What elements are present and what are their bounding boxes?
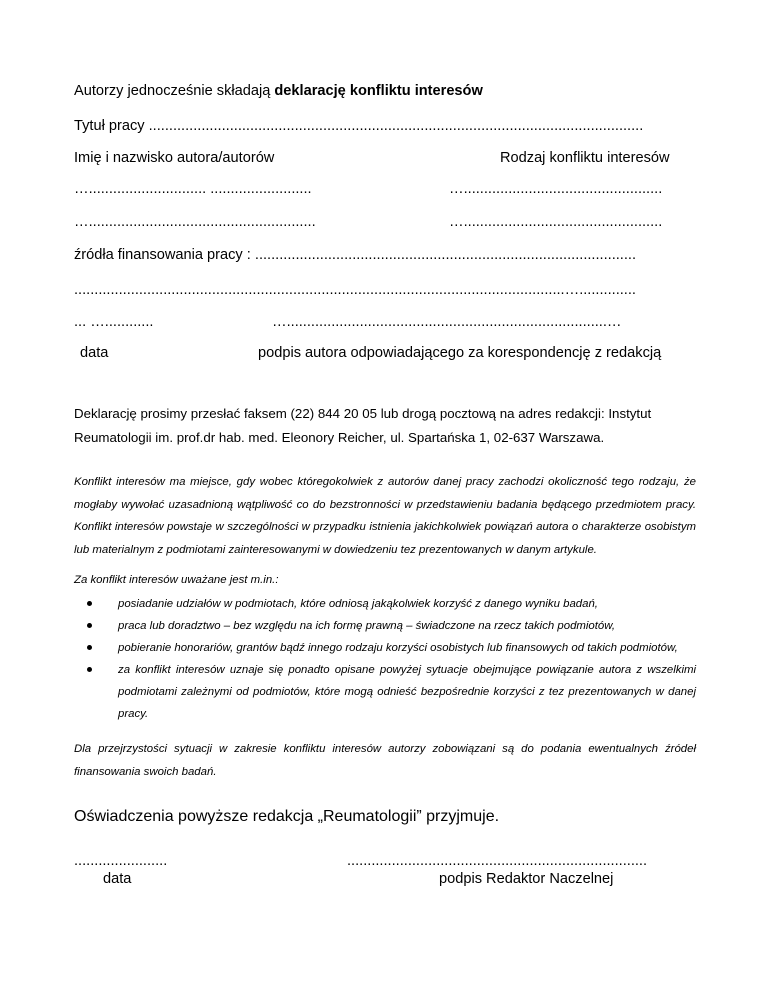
heading-bold: deklarację konfliktu interesów <box>274 83 483 99</box>
editor-signature-label: podpis Redaktor Naczelnej <box>439 871 614 887</box>
form-heading <box>74 83 483 99</box>
title-field[interactable]: Tytuł pracy .......................................................................................................................... <box>74 118 644 134</box>
conflict-column-header: Rodzaj konfliktu interesów <box>500 150 670 166</box>
signature-field[interactable]: …...............................................................................… <box>272 314 622 330</box>
editor-date-label: data <box>103 871 132 887</box>
funding-continuation-field[interactable]: .........................................................................................................................….............. <box>74 282 636 298</box>
bullet-icon <box>87 601 92 606</box>
conflict-field-1[interactable]: …................................................. <box>449 181 663 197</box>
conflict-list <box>74 593 696 725</box>
conflict-field-2[interactable]: …................................................. <box>449 214 663 230</box>
closing-note: Dla przejrzystości sytuacji w zakresie konfliktu interesów autorzy zobowiązani są do podania ewentualnych źródeł finansowania swoich badań. <box>74 743 696 778</box>
instruction-line-2: Reumatologii im. prof.dr hab. med. Eleonory Reicher, ul. Spartańska 1, 02-637 Warszawa. <box>74 430 605 445</box>
heading-prefix: Autorzy jednocześnie składają <box>74 83 275 99</box>
date-field[interactable]: ... …............ <box>74 314 154 330</box>
editor-date-field[interactable]: ....................... <box>74 853 168 869</box>
funding-field[interactable]: źródła finansowania pracy : .............................................................................................. <box>74 247 637 263</box>
bullet-icon <box>87 623 92 628</box>
signature-label: podpis autora odpowiadającego za korespondencję z redakcją <box>258 345 662 361</box>
list-item: posiadanie udziałów w podmiotach, które odniosą jakąkolwiek korzyść z danego wyniku badań, <box>74 593 696 615</box>
editor-signature-field[interactable]: .......................................................................... <box>347 853 648 869</box>
definition-paragraph: Konflikt interesów ma miejsce, gdy wobec któregokolwiek z autorów danej pracy zachodzi okoliczność tego rodzaju, że mogłaby wywołać uzasadnioną wątpliwość co do bezstronności w przedstawieniu badania będącego przedmiotem pracy. Konflikt interesów powstaje w szczególności w przypadku istnienia jakichkolwiek powiązań autora o charakterze osobistym lub materialnym z podmiotami zainteresowanymi w dowiedzeniu tez prezentowanych w danym artykule. <box>74 476 696 556</box>
list-item: pobieranie honorariów, grantów bądź innego rodzaju korzyści osobistych lub finansowych od takich podmiotów, <box>74 637 696 659</box>
list-item: za konflikt interesów uznaje się ponadto opisane powyżej sytuacje obejmujące powiązanie autora z wszelkimi podmiotami zależnymi od podmiotów, które mogą odnieść bezpośrednie korzyści z tez prezentowanych w danej pracy. <box>74 659 696 725</box>
author-field-2[interactable]: …........................................................ <box>74 214 316 230</box>
instruction-line-1: Deklarację prosimy przesłać faksem (22) 844 20 05 lub drogą pocztową na adres redakcji: Instytut <box>74 406 652 421</box>
author-column-header: Imię i nazwisko autora/autorów <box>74 150 275 166</box>
list-intro: Za konflikt interesów uważane jest m.in.: <box>74 574 279 586</box>
bullet-icon <box>87 667 92 672</box>
list-item: praca lub doradztwo – bez względu na ich formę prawną – świadczone na rzecz takich podmiotów, <box>74 615 696 637</box>
editorial-statement: Oświadczenia powyższe redakcja „Reumatologii” przyjmuje. <box>74 808 500 825</box>
author-field-1[interactable]: …............................. ......................... <box>74 181 312 197</box>
date-label: data <box>80 345 109 361</box>
bullet-icon <box>87 645 92 650</box>
